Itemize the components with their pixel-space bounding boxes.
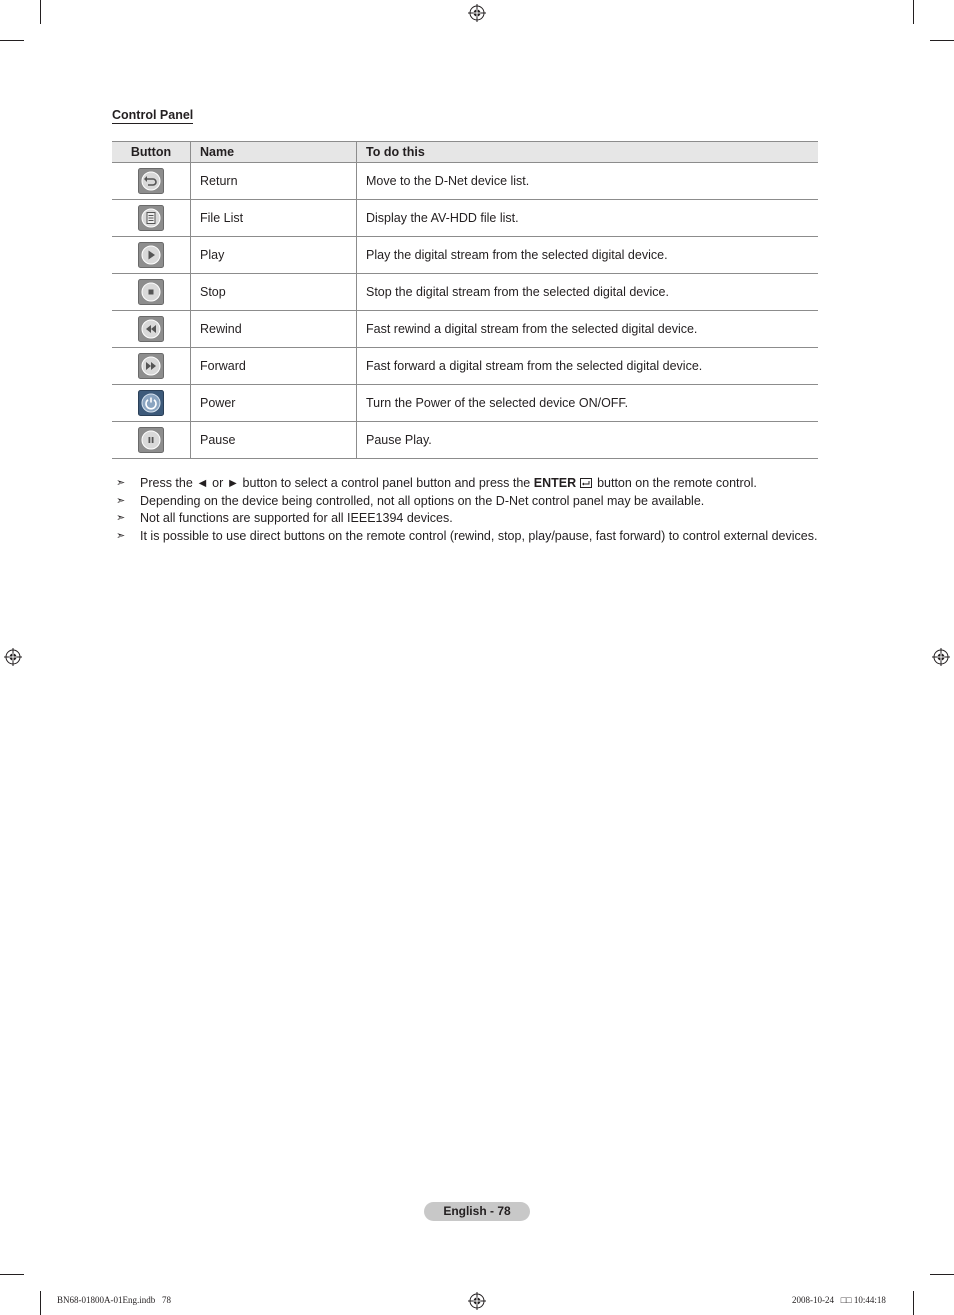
- row-action: Move to the D-Net device list.: [357, 163, 819, 200]
- header-button: Button: [112, 142, 191, 163]
- enter-icon: [580, 478, 594, 488]
- button-cell: [112, 385, 191, 422]
- row-name: Forward: [191, 348, 357, 385]
- registration-mark-icon: [468, 4, 486, 22]
- table-row: [112, 200, 818, 237]
- row-action: Fast rewind a digital stream from the selected digital device.: [357, 311, 819, 348]
- note-item: [112, 510, 872, 528]
- crop-mark: [913, 1291, 914, 1315]
- crop-mark: [40, 0, 41, 24]
- button-cell: [112, 311, 191, 348]
- registration-mark-icon: [932, 648, 950, 666]
- registration-mark-icon: [4, 648, 22, 666]
- row-action: Play the digital stream from the selected digital device.: [357, 237, 819, 274]
- row-name: Stop: [191, 274, 357, 311]
- note-text: Depending on the device being controlled, not all options on the D-Net control panel may be available.: [140, 493, 705, 508]
- table-row: [112, 311, 818, 348]
- return-icon: [138, 168, 164, 194]
- note-item: [112, 528, 872, 546]
- note-bullet-icon: ➣: [116, 494, 126, 507]
- table-row: [112, 274, 818, 311]
- table-row: [112, 348, 818, 385]
- page-number-badge: English - 78: [424, 1202, 530, 1221]
- button-cell: [112, 200, 191, 237]
- note-item: [112, 475, 872, 493]
- row-name: Return: [191, 163, 357, 200]
- note-item: [112, 493, 872, 511]
- button-cell: [112, 274, 191, 311]
- row-name: Power: [191, 385, 357, 422]
- row-action: Stop the digital stream from the selected digital device.: [357, 274, 819, 311]
- header-action: To do this: [357, 142, 819, 163]
- row-name: Play: [191, 237, 357, 274]
- crop-mark: [930, 1274, 954, 1275]
- header-name: Name: [191, 142, 357, 163]
- registration-mark-icon: [468, 1292, 486, 1310]
- crop-mark: [0, 40, 24, 41]
- power-icon: [138, 390, 164, 416]
- control-panel-table: [112, 141, 818, 459]
- note-text-part: button on the remote control.: [593, 476, 757, 490]
- rewind-icon: [138, 316, 164, 342]
- table-row: [112, 385, 818, 422]
- section-title: Control Panel: [112, 108, 194, 122]
- table-row: [112, 237, 818, 274]
- crop-mark: [40, 1291, 41, 1315]
- play-icon: [138, 242, 164, 268]
- note-bullet-icon: ➣: [116, 512, 126, 525]
- button-cell: [112, 422, 191, 459]
- crop-mark: [913, 0, 914, 24]
- notes-list: [112, 475, 872, 546]
- note-text-part: Press the ◄ or ► button to select a control panel button and press the: [140, 476, 534, 490]
- enter-label: ENTER: [533, 476, 577, 490]
- footer-date-info: 2008-10-24 □□ 10:44:18: [792, 1295, 886, 1305]
- note-text: Not all functions are supported for all IEEE1394 devices.: [140, 511, 453, 526]
- crop-mark: [930, 40, 954, 41]
- pause-icon: [138, 427, 164, 453]
- note-text: [140, 475, 757, 493]
- row-action: Turn the Power of the selected device ON/OFF.: [357, 385, 819, 422]
- row-name: Pause: [191, 422, 357, 459]
- file-list-icon: [138, 205, 164, 231]
- note-bullet-icon: ➣: [116, 477, 126, 489]
- row-action: Pause Play.: [357, 422, 819, 459]
- table-header-row: [112, 142, 818, 163]
- table-row: [112, 163, 818, 200]
- button-cell: [112, 348, 191, 385]
- crop-mark: [0, 1274, 24, 1275]
- button-cell: [112, 163, 191, 200]
- button-cell: [112, 237, 191, 274]
- row-name: File List: [191, 200, 357, 237]
- row-name: Rewind: [191, 311, 357, 348]
- table-row: [112, 422, 818, 459]
- forward-icon: [138, 353, 164, 379]
- footer-file-info: BN68-01800A-01Eng.indb 78: [57, 1295, 171, 1305]
- row-action: Display the AV-HDD file list.: [357, 200, 819, 237]
- note-bullet-icon: ➣: [116, 530, 126, 543]
- stop-icon: [138, 279, 164, 305]
- row-action: Fast forward a digital stream from the selected digital device.: [357, 348, 819, 385]
- note-text: It is possible to use direct buttons on the remote control (rewind, stop, play/pause, fast forward) to control external devices.: [140, 529, 818, 544]
